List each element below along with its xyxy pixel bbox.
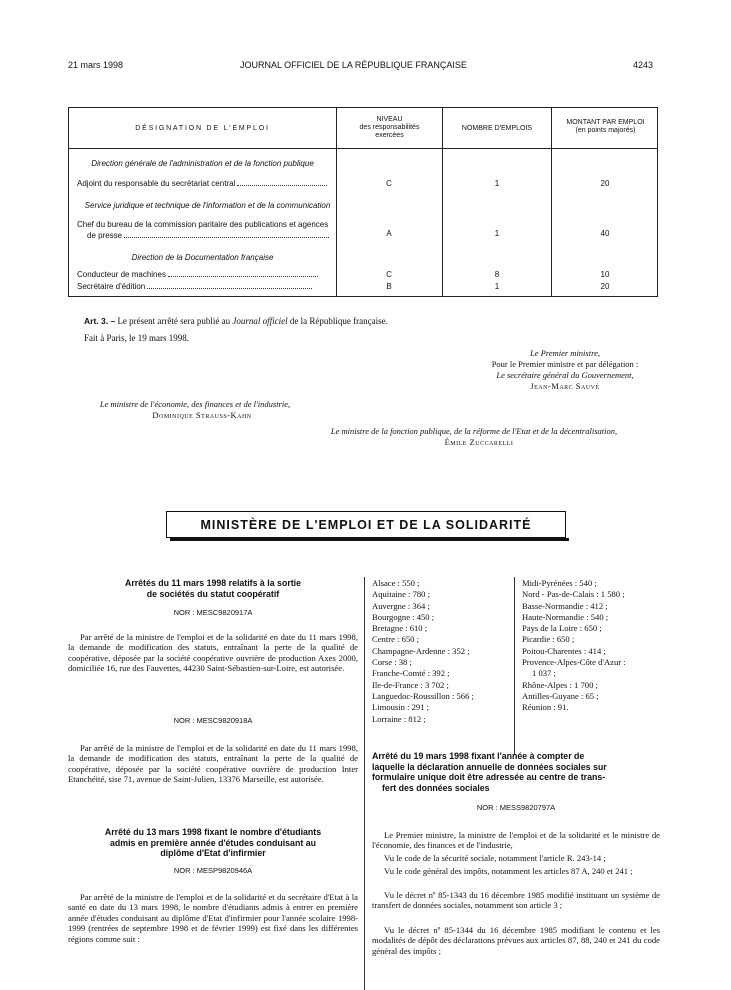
nor-reference: NOR : MESC9820918A — [173, 716, 253, 725]
region-entry: Languedoc-Roussillon : 566 ; — [372, 690, 474, 701]
header-montant: MONTANT PAR EMPLOI (en points majorés) — [566, 119, 645, 134]
region-entry: Champagne-Ardenne : 352 ; — [372, 645, 470, 656]
paragraph: Vu le code général des impôts, notamment les articles 87 A, 240 et 241 ; — [384, 866, 633, 876]
region-entry: Provence-Alpes-Côte d'Azur : — [522, 657, 626, 668]
region-entry: Picardie : 650 ; — [522, 634, 575, 645]
row-niveau: C — [386, 179, 392, 188]
region-entry: Alsace : 550 ; — [372, 578, 420, 588]
row-montant: 20 — [600, 282, 610, 291]
row-nombre: 8 — [494, 270, 500, 279]
header-page-number: 4243 — [633, 60, 654, 70]
row-nombre: 1 — [494, 229, 500, 238]
region-entry: Antilles-Guyane : 65 ; — [522, 690, 599, 701]
nor-reference: NOR : MESS9820797A — [476, 803, 556, 812]
row-montant: 20 — [600, 179, 610, 188]
article-title-donnees-sociales: Arrêté du 19 mars 1998 fixant l'année à compter de laquelle la déclaration annuelle de données sociales sur formulaire unique doit être adressée au centre de trans- fert des données sociales — [372, 751, 607, 793]
paragraph: Par arrêté de la ministre de l'emploi et de la solidarité en date du 11 mars 1998, la demande de modification des statuts, entraînant la perte de la qualité de coopérative, déposée par la société coopérative ouvrière de production Inter Etanchéité, sise 71, avenue de Saint-Julien, 13376 Marseille, est autorisée. — [68, 743, 358, 785]
region-entry: Midi-Pyrénées : 540 ; — [522, 578, 597, 588]
table-row — [77, 281, 332, 292]
header-date: 21 mars 1998 — [68, 60, 124, 70]
paragraph: Vu le décret nº 85-1343 du 16 décembre 1985 modifié instituant un système de transfert de données sociales, notamment son article 3 ; — [372, 890, 660, 911]
paragraph: Vu le décret nº 85-1344 du 16 décembre 1985 modifiant le contenu et les modalités de dépôt des déclarations prévues aux articles 87, 88, 240 et 241 du code général des impôts ; — [372, 925, 660, 956]
region-entry: Lorraine : 812 ; — [372, 713, 426, 724]
signature-ministre-economie: Le ministre de l'économie, des finances et de l'industrie, Dominique Strauss-Kahn — [99, 399, 291, 420]
paragraph: Le Premier ministre, la ministre de l'emploi et de la solidarité et le ministre de l'économie, des finances et de l'industrie, — [372, 830, 660, 851]
article-title-cooperatives: Arrêtés du 11 mars 1998 relatifs à la sortie de sociétés du statut coopératif — [124, 578, 302, 599]
fait-a-paris: Fait à Paris, le 19 mars 1998. — [84, 333, 189, 343]
region-entry: Rhône-Alpes : 1 700 ; — [522, 679, 598, 690]
ministry-banner: MINISTÈRE DE L'EMPLOI ET DE LA SOLIDARITÉ — [166, 511, 566, 538]
employment-table — [68, 107, 658, 297]
table-row — [77, 269, 332, 280]
region-entry: Auvergne : 364 ; — [372, 600, 430, 611]
region-entry: Basse-Normandie : 412 ; — [522, 600, 608, 611]
article-3: Art. 3. – Le présent arrêté sera publié au Journal officiel de la République française. — [84, 316, 388, 326]
row-label: Chef du bureau de la commission paritaire des publications et agences — [77, 220, 329, 229]
region-entry: Ile-de-France : 3 702 ; — [372, 679, 449, 690]
header-nombre: NOMBRE D'EMPLOIS — [461, 125, 533, 132]
region-entry: Poitou-Charentes : 414 ; — [522, 645, 606, 656]
paragraph: Par arrêté de la ministre de l'emploi et de la solidarité et du secrétaire d'Etat à la santé en date du 13 mars 1998, le nombre d'étudiants admis à entrer en première année d'études conduisant au diplôme d'Etat d'infirmier pour l'année scolaire 1998-1999 (rentrées de septembre 1998 et de février 1999) est fixé dans les différentes régions comme suit : — [68, 892, 358, 944]
row-niveau: C — [386, 270, 392, 279]
header-designation: DÉSIGNATION DE L'EMPLOI — [135, 125, 270, 132]
article-title-infirmier: Arrêté du 13 mars 1998 fixant le nombre d'étudiants admis en première année d'études conduisant au diplôme d'Etat d'infirmier — [104, 827, 322, 858]
signature-ministre-fonction-publique: Le ministre de la fonction publique, de la réforme de l'Etat et de la décentralisation, Émile Zuccarelli — [330, 426, 618, 447]
region-entry: Réunion : 91. — [522, 702, 569, 713]
row-label: Adjoint du responsable du secrétariat central — [77, 179, 236, 188]
nor-reference: NOR : MESP9820946A — [173, 866, 253, 875]
table-row: Chef du bureau de la commission paritaire des publications et agences de presse — [77, 219, 332, 241]
row-montant: 40 — [600, 229, 610, 238]
table-row — [77, 178, 332, 189]
row-montant: 10 — [600, 270, 610, 279]
region-entry: Aquitaine : 780 ; — [372, 589, 430, 600]
regions-list-1 — [372, 578, 512, 725]
region-entry: Bourgogne : 450 ; — [372, 611, 435, 622]
row-nombre: 1 — [494, 179, 500, 188]
column-divider — [364, 577, 365, 990]
paragraph: Vu le code de la sécurité sociale, notamment l'article R. 243-14 ; — [384, 853, 606, 863]
row-niveau: B — [386, 282, 392, 291]
region-entry: Corse : 38 ; — [372, 657, 412, 668]
row-label: Secrétaire d'édition — [77, 282, 146, 291]
table-section: Direction de la Documentation française — [131, 253, 274, 262]
column-divider — [514, 577, 515, 755]
table-section: Direction générale de l'administration et de la fonction publique — [91, 159, 314, 168]
paragraph: Par arrêté de la ministre de l'emploi et de la solidarité en date du 11 mars 1998, la demande de modification des statuts, entraînant la perte de la qualité de coopérative, déposée par la société coopérative ouvrière de production Axes 2000, domiciliée 16, rue des Fauvettes, 44230 Saint-Sébastien-sur-Loire, est autorisée. — [68, 632, 358, 674]
signature-premier-ministre: Le Premier ministre, Pour le Premier ministre et par délégation : Le secrétaire général du Gouvernement, Jean-Marc Sauvé — [491, 348, 639, 391]
header-journal: JOURNAL OFFICIEL DE LA RÉPUBLIQUE FRANÇAISE — [240, 60, 467, 70]
region-entry: 1 037 ; — [532, 668, 556, 679]
region-entry: Bretagne : 610 ; — [372, 623, 428, 634]
region-entry: Haute-Normandie : 540 ; — [522, 611, 609, 622]
row-nombre: 1 — [494, 282, 500, 291]
nor-reference: NOR : MESC9820917A — [173, 608, 253, 617]
region-entry: Nord - Pas-de-Calais : 1 580 ; — [522, 589, 625, 600]
row-niveau: A — [386, 229, 392, 238]
table-section: Service juridique et technique de l'information et de la communication — [84, 201, 331, 210]
region-entry: Centre : 650 ; — [372, 634, 420, 645]
header-niveau: NIVEAU des responsabilités exercées — [359, 116, 420, 139]
regions-list-2 — [522, 578, 662, 714]
row-label: Conducteur de machines — [77, 270, 166, 279]
region-entry: Limousin : 291 ; — [372, 702, 430, 713]
region-entry: Pays de la Loire : 650 ; — [522, 623, 602, 634]
region-entry: Franche-Comté : 392 ; — [372, 668, 450, 679]
